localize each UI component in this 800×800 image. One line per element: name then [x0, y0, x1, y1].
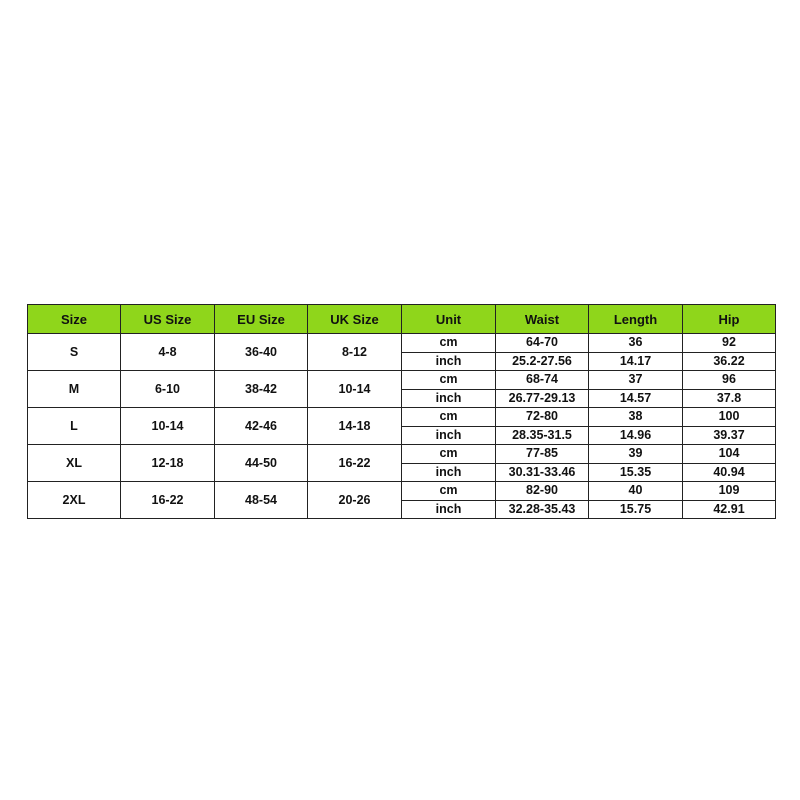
hip-cell: 36.22 [683, 352, 776, 371]
size-chart-header [28, 305, 776, 334]
hip-cell: 92 [683, 334, 776, 353]
eu-size-cell: 38-42 [215, 371, 308, 408]
uk-size-cell: 20-26 [308, 482, 402, 519]
unit-cell: inch [402, 426, 496, 445]
length-cell: 38 [589, 408, 683, 427]
us-size-cell: 4-8 [121, 334, 215, 371]
us-size-cell: 10-14 [121, 408, 215, 445]
waist-cell: 68-74 [496, 371, 589, 390]
size-cell: L [28, 408, 121, 445]
us-size-cell: 16-22 [121, 482, 215, 519]
table-row [28, 334, 776, 353]
table-row [28, 445, 776, 464]
waist-cell: 25.2-27.56 [496, 352, 589, 371]
unit-cell: inch [402, 389, 496, 408]
uk-size-cell: 16-22 [308, 445, 402, 482]
unit-cell: cm [402, 445, 496, 464]
table-row [28, 371, 776, 390]
size-chart-table [27, 304, 776, 519]
size-cell: S [28, 334, 121, 371]
length-cell: 40 [589, 482, 683, 501]
hip-cell: 42.91 [683, 500, 776, 519]
size-cell: M [28, 371, 121, 408]
size-chart-body [28, 334, 776, 519]
unit-cell: inch [402, 352, 496, 371]
header-hip: Hip [683, 305, 776, 334]
waist-cell: 26.77-29.13 [496, 389, 589, 408]
header-us-size: US Size [121, 305, 215, 334]
header-size: Size [28, 305, 121, 334]
waist-cell: 77-85 [496, 445, 589, 464]
waist-cell: 72-80 [496, 408, 589, 427]
waist-cell: 30.31-33.46 [496, 463, 589, 482]
uk-size-cell: 10-14 [308, 371, 402, 408]
uk-size-cell: 8-12 [308, 334, 402, 371]
header-unit: Unit [402, 305, 496, 334]
unit-cell: inch [402, 463, 496, 482]
length-cell: 36 [589, 334, 683, 353]
unit-cell: cm [402, 371, 496, 390]
unit-cell: cm [402, 408, 496, 427]
header-waist: Waist [496, 305, 589, 334]
size-cell: XL [28, 445, 121, 482]
eu-size-cell: 48-54 [215, 482, 308, 519]
length-cell: 15.35 [589, 463, 683, 482]
waist-cell: 82-90 [496, 482, 589, 501]
length-cell: 14.96 [589, 426, 683, 445]
uk-size-cell: 14-18 [308, 408, 402, 445]
unit-cell: cm [402, 482, 496, 501]
length-cell: 14.17 [589, 352, 683, 371]
unit-cell: inch [402, 500, 496, 519]
size-cell: 2XL [28, 482, 121, 519]
us-size-cell: 12-18 [121, 445, 215, 482]
hip-cell: 96 [683, 371, 776, 390]
unit-cell: cm [402, 334, 496, 353]
header-uk-size: UK Size [308, 305, 402, 334]
hip-cell: 104 [683, 445, 776, 464]
hip-cell: 37.8 [683, 389, 776, 408]
length-cell: 39 [589, 445, 683, 464]
table-row [28, 482, 776, 501]
waist-cell: 28.35-31.5 [496, 426, 589, 445]
header-length: Length [589, 305, 683, 334]
hip-cell: 109 [683, 482, 776, 501]
waist-cell: 64-70 [496, 334, 589, 353]
eu-size-cell: 36-40 [215, 334, 308, 371]
hip-cell: 39.37 [683, 426, 776, 445]
table-row [28, 408, 776, 427]
eu-size-cell: 44-50 [215, 445, 308, 482]
us-size-cell: 6-10 [121, 371, 215, 408]
length-cell: 14.57 [589, 389, 683, 408]
header-eu-size: EU Size [215, 305, 308, 334]
waist-cell: 32.28-35.43 [496, 500, 589, 519]
length-cell: 37 [589, 371, 683, 390]
eu-size-cell: 42-46 [215, 408, 308, 445]
hip-cell: 40.94 [683, 463, 776, 482]
hip-cell: 100 [683, 408, 776, 427]
length-cell: 15.75 [589, 500, 683, 519]
header-row [28, 305, 776, 334]
